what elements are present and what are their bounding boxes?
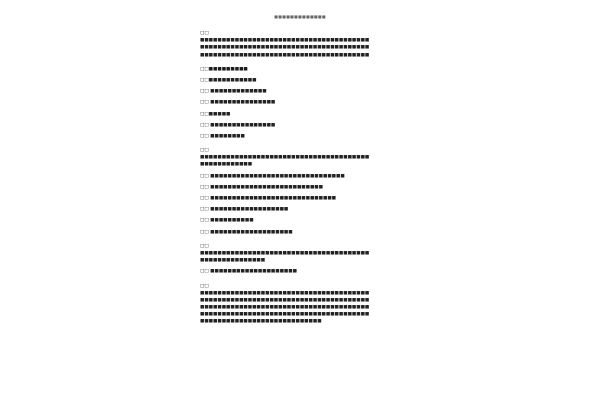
spacer xyxy=(200,59,405,66)
list-item: □□ ■■■■■■■■■■■■■■■■■■■■■■■■■■ xyxy=(200,184,323,190)
list-item: □□ ■■■■■■■■■■■■■■■■■■■■■■■■■■■■■ xyxy=(200,196,337,201)
paragraph-line: ■■■■■■■■■■■■■■■■■■■■■■■■■■■■■■■■■■■■■■■ xyxy=(200,312,370,318)
list-item: □□ ■■■■■■■■■■■■■■■■■■■■■■■■■■■■■■■ xyxy=(200,173,345,179)
paragraph-line: ■■■■■■■■■■■■■■■■■■■■■■■■■■■■■■■■■■■■■■■ xyxy=(200,250,370,256)
paragraph-line: ■■■■■■■■■■■■ xyxy=(200,162,253,168)
section-marker: □□ xyxy=(200,283,209,289)
paragraph-line: ■■■■■■■■■■■■■■■■■■■■■■■■■■■■■■■■■■■■■■■ xyxy=(200,305,370,311)
spacer xyxy=(200,140,405,147)
paragraph-line: ■■■■■■■■■■■■■■■■■■■■■■■■■■■■■■■■■■■■■■■ xyxy=(200,52,370,58)
paragraph-line: ■■■■■■■■■■■■■■■■■■■■■■■■■■■■■■■■■■■■■■■ xyxy=(200,45,370,51)
paragraph-line: ■■■■■■■■■■■■■■■■■■■■■■■■■■■■■■■■■■■■■■■ xyxy=(200,297,370,303)
list-item: □□ ■■■■■■■■■■ xyxy=(200,218,254,224)
list-item: □□ ■■■■■■■■■■■■■■■■■■ xyxy=(200,207,289,213)
list-item: □□ ■■■■■■■■■■■■■■■ xyxy=(200,100,276,106)
list-item: □□ ■■■■■■■■■■■■■■■■■■■■ xyxy=(200,269,297,275)
section-marker: □□ xyxy=(200,243,209,249)
list-item: □□ ■■■■■■■■■■■■■■■ xyxy=(200,122,276,128)
section-title: □□■■■■■■■■■ xyxy=(200,66,248,72)
list-item: □□ ■■■■■■■■■■■■■ xyxy=(200,89,267,95)
section-marker: □□ xyxy=(200,148,209,154)
list-item: □□ ■■■■■■■■■■■■■■■■■■■ xyxy=(200,229,293,235)
page-header: ■■■■■■■■■■■■■ xyxy=(274,14,326,19)
spacer xyxy=(200,236,405,243)
section-marker: □□ xyxy=(200,31,209,36)
list-item: □□■■■■■■■■■■■ xyxy=(200,77,257,83)
paragraph-line: ■■■■■■■■■■■■■■■■■■■■■■■■■■■■■■■■■■■■■■■ xyxy=(200,155,370,161)
list-item: □□ ■■■■■■■■ xyxy=(200,133,245,139)
spacer xyxy=(200,276,405,283)
paragraph-line: ■■■■■■■■■■■■■■■■■■■■■■■■■■■■■■■■■■■■■■■ xyxy=(200,38,370,44)
paragraph-line: ■■■■■■■■■■■■■■■■■■■■■■■■■■■■ xyxy=(200,319,322,325)
paragraph-line: ■■■■■■■■■■■■■■■ xyxy=(200,258,266,264)
paragraph-line: ■■■■■■■■■■■■■■■■■■■■■■■■■■■■■■■■■■■■■■■ xyxy=(200,290,370,296)
list-item: □□■■■■■ xyxy=(200,111,231,117)
document-body xyxy=(200,30,405,326)
